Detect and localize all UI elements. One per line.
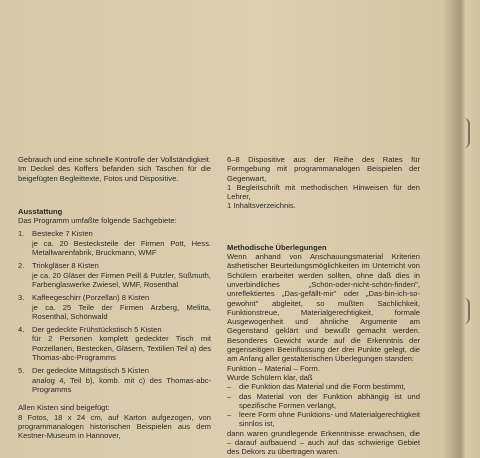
ausstattung-intro: Das Programm umfaßte folgende Sachgebiete: <box>18 216 177 226</box>
list-item <box>18 293 211 321</box>
item-title: Der gedeckte Mittagstisch 5 Kisten <box>32 366 149 376</box>
item-desc: je ca. 20 Bestecksteile der Firmen Pott, Hess. Metallwarenfabrik, Bruckmann, WMF <box>32 238 211 258</box>
item-title: Kaffeegeschirr (Porzellan) 8 Kisten <box>32 293 150 303</box>
list-item <box>18 366 211 394</box>
dispositive-paragraph: 6–8 Dispositive aus der Reihe des Rates für Formgebung mit programmanalogen Beispielen der Gegenwart, <box>227 155 420 183</box>
intro-paragraph: Gebrauch und eine schnelle Kontrolle der Vollständigkeit. Im Deckel des Koffers befanden sich Taschen für die beigefügten Begleittexte, Fotos und Dispositive. <box>18 155 211 183</box>
item-title: Der gedeckte Frühstückstisch 5 Kisten <box>32 325 162 335</box>
inhalt-line: 1 Inhaltsverzeichnis. <box>227 201 296 211</box>
item-number: 3. <box>18 293 25 303</box>
begleitschrift-paragraph: 1 Begleitschrift mit methodischen Hinweisen für den Lehrer, <box>227 182 420 202</box>
item-desc: analog 4, Teil b), komb. mit c) des Thomas-abc-Programms <box>32 375 211 394</box>
list-item: – leere Form ohne Funktions- und Materialgerechtigkeit sinnlos ist, <box>227 410 420 429</box>
item-number: 4. <box>18 325 25 335</box>
item-number: 2. <box>18 261 25 271</box>
beigefuegt-line: Allen Kisten sind beigefügt: <box>18 403 110 413</box>
left-column <box>18 155 211 440</box>
triad-line: Funktion – Material – Form. <box>227 363 320 373</box>
list-item: – die Funktion das Material und die Form bestimmt, <box>227 382 420 391</box>
list-item <box>18 325 211 362</box>
item-desc: je ca. 20 Gläser der Firmen Peill & Putzler, Süßmuth, Farbenglaswerke Zwiesel, WMF, Rosenthal <box>32 270 211 289</box>
fotos-paragraph: 8 Fotos, 18 x 24 cm, auf Karton aufgezogen, von programmanalogen historischen Beispielen aus dem Kestner-Museum in Hannover, <box>18 412 211 441</box>
dash-text: die Funktion das Material und die Form bestimmt, <box>239 382 406 392</box>
item-number: 1. <box>18 229 25 239</box>
item-number: 5. <box>18 366 25 376</box>
item-title: Trinkgläser 8 Kisten <box>32 261 99 271</box>
right-column <box>227 155 420 457</box>
method-body: Wenn anhand von Anschauungsmaterial Kriterien ästhetischer Beurteilungsmöglichkeiten im Unterricht von Schülern erarbeitet werden sollten, ohne daß dies in unverbindliches „Schön-oder-nicht-schön-finden", unreflektiertes „Das-gefällt-mir" oder „Das-bin-ich-so-gewohnt" abgleitet, so mußten Sachlichkeit, Funktionstreue, Materialgerechtigkeit, formale Ausgewogenheit und ähnliche Argumente am Gegenstand geklärt und bewußt gemacht werden. Besonderes Gewicht wurde auf die Erkenntnis der gegenseitigen Beeinflussung der drei Punkte gelegt, die am Anfang aller gestalterischen Überlegungen standen: <box>227 252 420 364</box>
closing-paragraph: dann waren grundlegende Erkenntnisse erwachsen, die – darauf aufbauend – auch auf das schwierige Gebiet des Dekors zu übertragen waren. <box>227 428 420 457</box>
list-item <box>18 229 211 257</box>
wurde-line: Wurde Schülern klar, daß <box>227 372 313 382</box>
item-desc: für 2 Personen komplett gedeckter Tisch mit Porzellanen, Bestecken, Gläsern, Textilien Teil a) des Thomas-abc-Programms <box>32 334 211 363</box>
list-item: – das Material von der Funktion abhängig ist und spezifische Formen verlangt, <box>227 391 420 410</box>
binding-clip <box>462 118 470 148</box>
list-item <box>18 261 211 289</box>
dash-text: das Material von der Funktion abhängig ist und spezifische Formen verlangt, <box>239 391 420 410</box>
ausstattung-heading: Ausstattung <box>18 206 63 216</box>
method-heading: Methodische Überlegungen <box>227 242 327 252</box>
binding-clip <box>462 298 470 324</box>
item-desc: je ca. 25 Teile der Firmen Arzberg, Melitta, Rosenthal, Schönwald <box>32 302 211 321</box>
item-title: Bestecke 7 Kisten <box>32 229 93 239</box>
dash-text: leere Form ohne Funktions- und Materialgerechtigkeit sinnlos ist, <box>239 410 420 429</box>
